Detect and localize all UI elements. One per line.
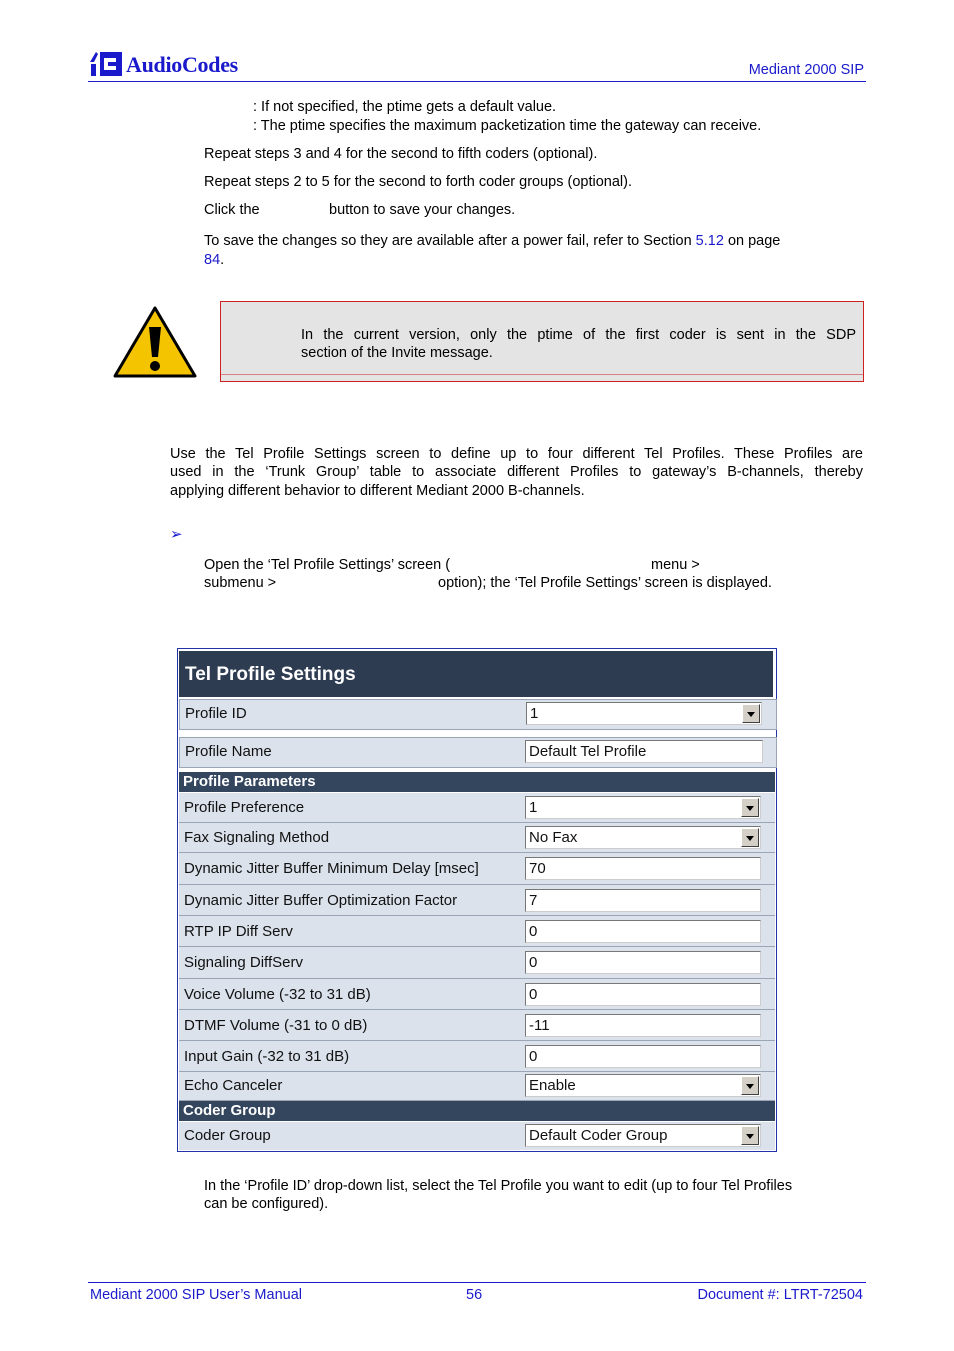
param-row <box>179 979 775 1010</box>
audiocodes-logo <box>88 48 258 78</box>
click-button-line-b: button to save your changes. <box>329 202 516 218</box>
profile-preference-select[interactable] <box>525 796 761 819</box>
rtp-diffserv-input[interactable] <box>525 920 761 943</box>
param-value: 0 <box>529 954 538 971</box>
signaling-diffserv-input[interactable] <box>525 951 761 974</box>
section-profile-parameters-label: Profile Parameters <box>183 773 316 790</box>
profile-name-label: Profile Name <box>185 743 272 760</box>
jitter-min-delay-input[interactable] <box>525 857 761 880</box>
echo-canceler-select[interactable] <box>525 1074 761 1097</box>
note-text-line1: In the current version, only the ptime of the first coder is sent in the SDP <box>301 327 856 343</box>
param-value: 70 <box>529 860 546 877</box>
period: . <box>220 252 225 268</box>
param-value: Enable <box>529 1077 576 1094</box>
param-row <box>179 793 775 823</box>
footer-document-number: Document #: LTRT-72504 <box>697 1287 863 1303</box>
param-value: 0 <box>529 986 538 1003</box>
screen-title-bar <box>179 651 773 697</box>
param-value: 1 <box>529 799 538 816</box>
dropdown-arrow-icon[interactable] <box>742 704 760 723</box>
param-label: Echo Canceler <box>184 1077 283 1094</box>
step1-text-b: menu > <box>651 557 700 573</box>
header-rule <box>88 81 866 82</box>
section-profile-parameters <box>179 772 775 792</box>
intro-para-line3: applying different behavior to different Mediant 2000 B-channels. <box>170 483 585 499</box>
profile-name-value: Default Tel Profile <box>529 743 647 760</box>
jitter-optimization-input[interactable] <box>525 889 761 912</box>
param-row <box>179 947 775 979</box>
param-row <box>179 1072 775 1101</box>
logo-text: AudioCodes <box>126 52 238 77</box>
dropdown-arrow-icon[interactable] <box>741 798 759 817</box>
intro-para-line2: used in the ‘Trunk Group’ table to associate different Profiles to gateway’s B-channels, thereby <box>170 464 863 480</box>
param-row <box>179 823 775 853</box>
param-row <box>179 916 775 947</box>
param-row <box>179 885 775 916</box>
dropdown-arrow-icon[interactable] <box>741 1076 759 1095</box>
section-coder-group-label: Coder Group <box>183 1102 276 1119</box>
profile-id-select[interactable] <box>526 702 762 725</box>
profile-id-label: Profile ID <box>185 705 247 722</box>
on-page-text: on page <box>727 233 781 249</box>
step1-text-c: submenu > <box>204 575 277 591</box>
profile-id-row <box>179 699 777 730</box>
coder-group-select[interactable] <box>525 1124 761 1147</box>
page-ref-line <box>204 251 224 269</box>
ptime-max-line: : The ptime specifies the maximum packetization time the gateway can receive. <box>253 118 762 134</box>
header-product: Mediant 2000 SIP <box>748 62 864 78</box>
fax-signaling-select[interactable] <box>525 826 761 849</box>
param-value: 0 <box>529 923 538 940</box>
footer-manual-title: Mediant 2000 SIP User’s Manual <box>90 1287 302 1303</box>
save-changes-text: To save the changes so they are available after a power fail, refer to Section <box>204 233 692 249</box>
profile-name-row <box>179 737 777 768</box>
step2-text-line2: can be configured). <box>204 1196 329 1212</box>
section-coder-group <box>179 1101 775 1121</box>
coder-group-label: Coder Group <box>184 1127 271 1144</box>
param-label: Input Gain (-32 to 31 dB) <box>184 1048 350 1065</box>
param-label: Voice Volume (-32 to 31 dB) <box>184 986 371 1003</box>
param-row <box>179 1010 775 1041</box>
param-label: Profile Preference <box>184 799 305 816</box>
param-value: 0 <box>529 1048 538 1065</box>
intro-para-line1: Use the Tel Profile Settings screen to define up to four different Tel Profiles. These Profiles are <box>170 446 863 462</box>
section-link[interactable]: 5.12 <box>695 233 724 249</box>
coder-group-value: Default Coder Group <box>529 1127 668 1144</box>
step2-text-line1: In the ‘Profile ID’ drop-down list, select the Tel Profile you want to edit (up to four Tel Profiles <box>204 1178 793 1194</box>
profile-id-value: 1 <box>530 705 539 722</box>
footer-page-number: 56 <box>466 1287 483 1303</box>
param-value: -11 <box>529 1017 550 1034</box>
param-row <box>179 853 775 885</box>
click-button-line-a: Click the <box>204 202 260 218</box>
repeat-steps-coders: Repeat steps 3 and 4 for the second to fifth coders (optional). <box>204 146 598 162</box>
logo-icon <box>88 48 124 78</box>
note-underline <box>221 374 863 375</box>
dropdown-arrow-icon[interactable] <box>741 1126 759 1145</box>
param-value: No Fax <box>529 829 578 846</box>
coder-group-row <box>179 1122 775 1150</box>
input-gain-input[interactable] <box>525 1045 761 1068</box>
procedure-arrow-icon: ➢ <box>170 526 183 543</box>
tel-profile-settings-screen <box>177 648 777 1152</box>
ptime-default-line: : If not specified, the ptime gets a default value. <box>253 99 557 115</box>
param-label: Dynamic Jitter Buffer Minimum Delay [msec] <box>184 860 479 877</box>
page-link[interactable]: 84 <box>204 252 221 268</box>
step1-text-a: Open the ‘Tel Profile Settings’ screen ( <box>204 557 451 573</box>
param-label: DTMF Volume (-31 to 0 dB) <box>184 1017 368 1034</box>
footer-rule <box>88 1282 866 1283</box>
profile-name-input[interactable] <box>525 740 763 763</box>
warning-icon <box>112 305 198 379</box>
param-label: Fax Signaling Method <box>184 829 330 846</box>
repeat-steps-groups: Repeat steps 2 to 5 for the second to forth coder groups (optional). <box>204 174 633 190</box>
param-label: RTP IP Diff Serv <box>184 923 293 940</box>
dtmf-volume-input[interactable] <box>525 1014 761 1037</box>
note-text-line2: section of the Invite message. <box>301 345 493 361</box>
param-row <box>179 1041 775 1072</box>
voice-volume-input[interactable] <box>525 983 761 1006</box>
param-value: 7 <box>529 892 538 909</box>
param-label: Dynamic Jitter Buffer Optimization Factor <box>184 892 458 909</box>
save-changes-line <box>204 232 780 250</box>
dropdown-arrow-icon[interactable] <box>741 828 759 847</box>
step1-text-d: option); the ‘Tel Profile Settings’ screen is displayed. <box>438 575 772 591</box>
screen-title: Tel Profile Settings <box>185 664 356 685</box>
param-label: Signaling DiffServ <box>184 954 303 971</box>
